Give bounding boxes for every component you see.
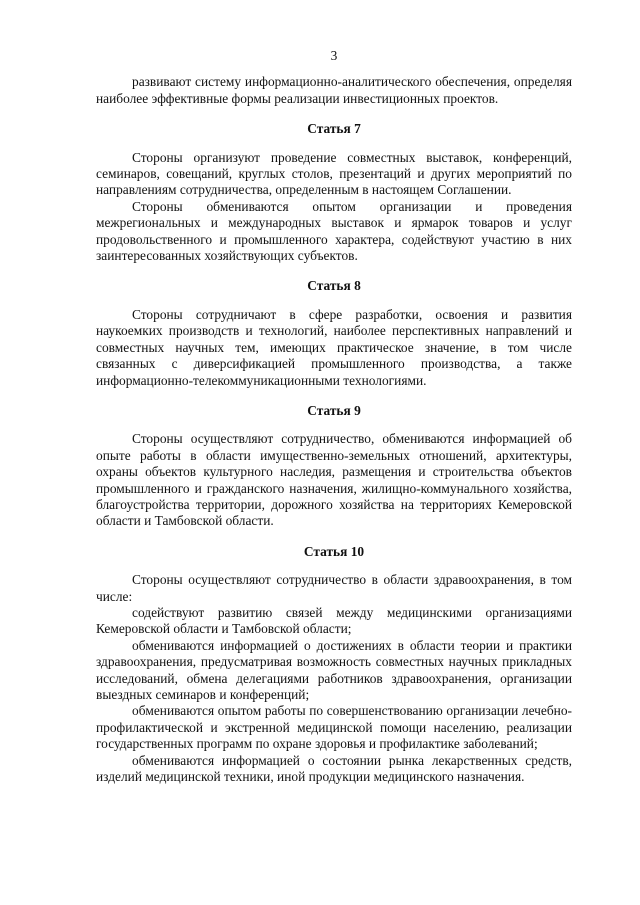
- page-number: 3: [330, 48, 338, 63]
- intro-paragraph: развивают систему информационно-аналитического обеспечения, определяя наиболее эффективные формы реализации инвестиционных проектов.: [96, 74, 572, 106]
- article-10-paragraph: обмениваются информацией о достижениях в области теории и практики здравоохранения, предусматривая возможность совместных научных прикладных исследований, обмена делегациями работников здравоохранения, организации выездных семинаров и конференций;: [96, 637, 572, 702]
- article-10-paragraph: Стороны осуществляют сотрудничество в области здравоохранения, в том числе:: [96, 572, 572, 604]
- article-7-title: Статья 7: [307, 121, 361, 137]
- article-10-paragraph: содействуют развитию связей между медицинскими организациями Кемеровской области и Тамбовской области;: [96, 604, 572, 637]
- article-10-paragraph: обмениваются опытом работы по совершенствованию организации лечебно-профилактической и экстренной медицинской помощи населению, реализации государственных программ по охране здоровья и профилактике заболеваний;: [96, 703, 572, 752]
- article-7-paragraph: Стороны организуют проведение совместных выставок, конференций, семинаров, совещаний, круглых столов, презентаций и других мероприятий по направлениям сотрудничества, определенным в настоящем Соглашении.: [96, 149, 572, 198]
- article-8-title: Статья 8: [307, 278, 361, 294]
- article-8-paragraph: Стороны сотрудничают в сфере разработки, освоения и развития наукоемких производств и технологий, наиболее перспективных направлений и совместных научных тем, имеющих практическое значение, в том числе связанных с диверсификацией промышленного производства, а также информационно-телекоммуникационными технологиями.: [96, 306, 572, 388]
- article-10-paragraph: обмениваются информацией о состоянии рынка лекарственных средств, изделий медицинской техники, иной продукции медицинского назначения.: [96, 752, 572, 785]
- article-9-paragraph: Стороны осуществляют сотрудничество, обмениваются информацией об опыте работы в области имущественно-земельных отношений, архитектуры, охраны объектов культурного наследия, размещения и строительства объектов промышленного и гражданского назначения, жилищно-коммунального хозяйства, благоустройства территории, дорожного хозяйства на территориях Кемеровской области и Тамбовской области.: [96, 431, 572, 529]
- article-7-paragraph: Стороны обмениваются опытом организации и проведения межрегиональных и международных выставок и ярмарок товаров и услуг продовольственного и промышленного характера, содействуют участию в них заинтересованных хозяйствующих субъектов.: [96, 198, 572, 264]
- article-10-title: Статья 10: [303, 543, 365, 559]
- article-9-title: Статья 9: [307, 402, 361, 418]
